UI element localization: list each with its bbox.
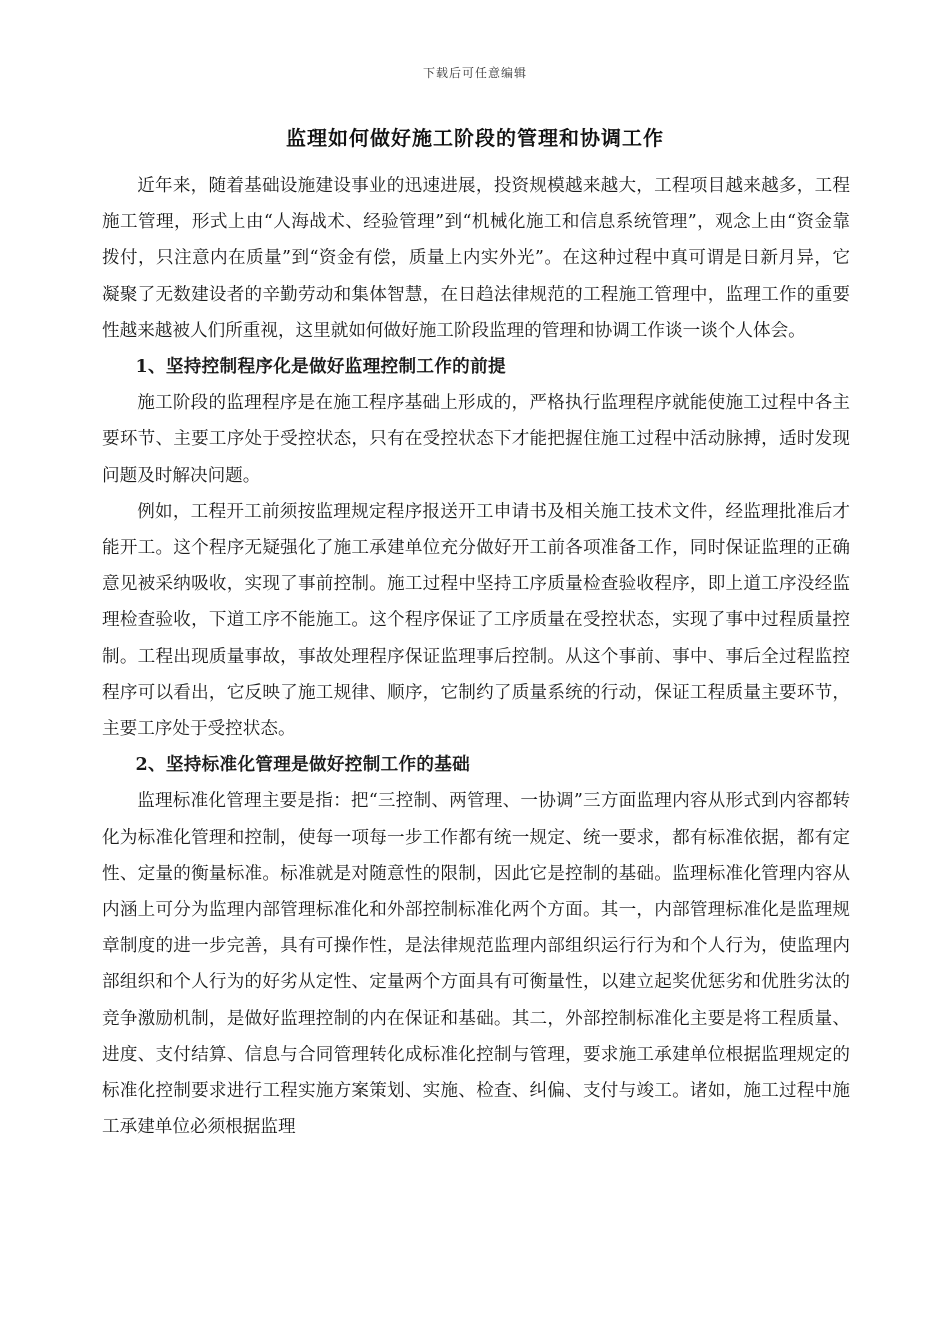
paragraph: 监理标准化管理主要是指：把“三控制、两管理、一协调”三方面监理内容从形式到内容都转化为标准化管理和控制，使每一项每一步工作都有统一规定、统一要求，都有标准依据，都有定性、定量的衡量标准。标准就是对随意性的限制，因此它是控制的基础。监理标准化管理内容从内涵上可分为监理内部管理标准化和外部控制标准化两个方面。其一，内部管理标准化是监理规章制度的进一步完善，具有可操作性，是法律规范监理内部组织运行行为和个人行为，使监理内部组织和个人行为的好劣从定性、定量两个方面具有可衡量性，以建立起奖优惩劣和优胜劣汰的竞争激励机制，是做好监理控制的内在保证和基础。其二，外部控制标准化主要是将工程质量、进度、支付结算、信息与合同管理转化成标准化控制与管理，要求施工承建单位根据监理规定的标准化控制要求进行工程实施方案策划、实施、检查、纠偏、支付与竣工。诸如，施工过程中施工承建单位必须根据监理: [102, 791, 850, 1138]
document-title: 监理如何做好施工阶段的管理和协调工作: [286, 126, 664, 150]
section-heading: 2、坚持标准化管理是做好控制工作的基础: [135, 754, 471, 776]
document-body: [102, 168, 850, 1145]
section-heading: 1、坚持控制程序化是做好监理控制工作的前提: [135, 356, 506, 378]
paragraph: 施工阶段的监理程序是在施工程序基础上形成的，严格执行监理程序就能使施工过程中各主要环节、主要工序处于受控状态，只有在受控状态下才能把握住施工过程中活动脉搏，适时发现问题及时解决问题。: [102, 393, 850, 486]
paragraph: 近年来，随着基础设施建设事业的迅速进展，投资规模越来越大，工程项目越来越多，工程施工管理，形式上由“人海战术、经验管理”到“机械化施工和信息系统管理”，观念上由“资金靠拨付，只注意内在质量”到“资金有偿，质量上内实外光”。在这种过程中真可谓是日新月异，它凝聚了无数建设者的辛勤劳动和集体智慧，在日趋法律规范的工程施工管理中，监理工作的重要性越来越被人们所重视，这里就如何做好施工阶段监理的管理和协调工作谈一谈个人体会。: [102, 176, 850, 341]
paragraph: 例如，工程开工前须按监理规定程序报送开工申请书及相关施工技术文件，经监理批准后才能开工。这个程序无疑强化了施工承建单位充分做好开工前各项准备工作，同时保证监理的正确意见被采纳吸收，实现了事前控制。施工过程中坚持工序质量检查验收程序，即上道工序没经监理检查验收，下道工序不能施工。这个程序保证了工序质量在受控状态，实现了事中过程质量控制。工程出现质量事故，事故处理程序保证监理事后控制。从这个事前、事中、事后全过程监控程序可以看出，它反映了施工规律、顺序，它制约了质量系统的行动，保证工程质量主要环节，主要工序处于受控状态。: [102, 501, 850, 740]
header-note: 下载后可任意编辑: [422, 66, 527, 80]
